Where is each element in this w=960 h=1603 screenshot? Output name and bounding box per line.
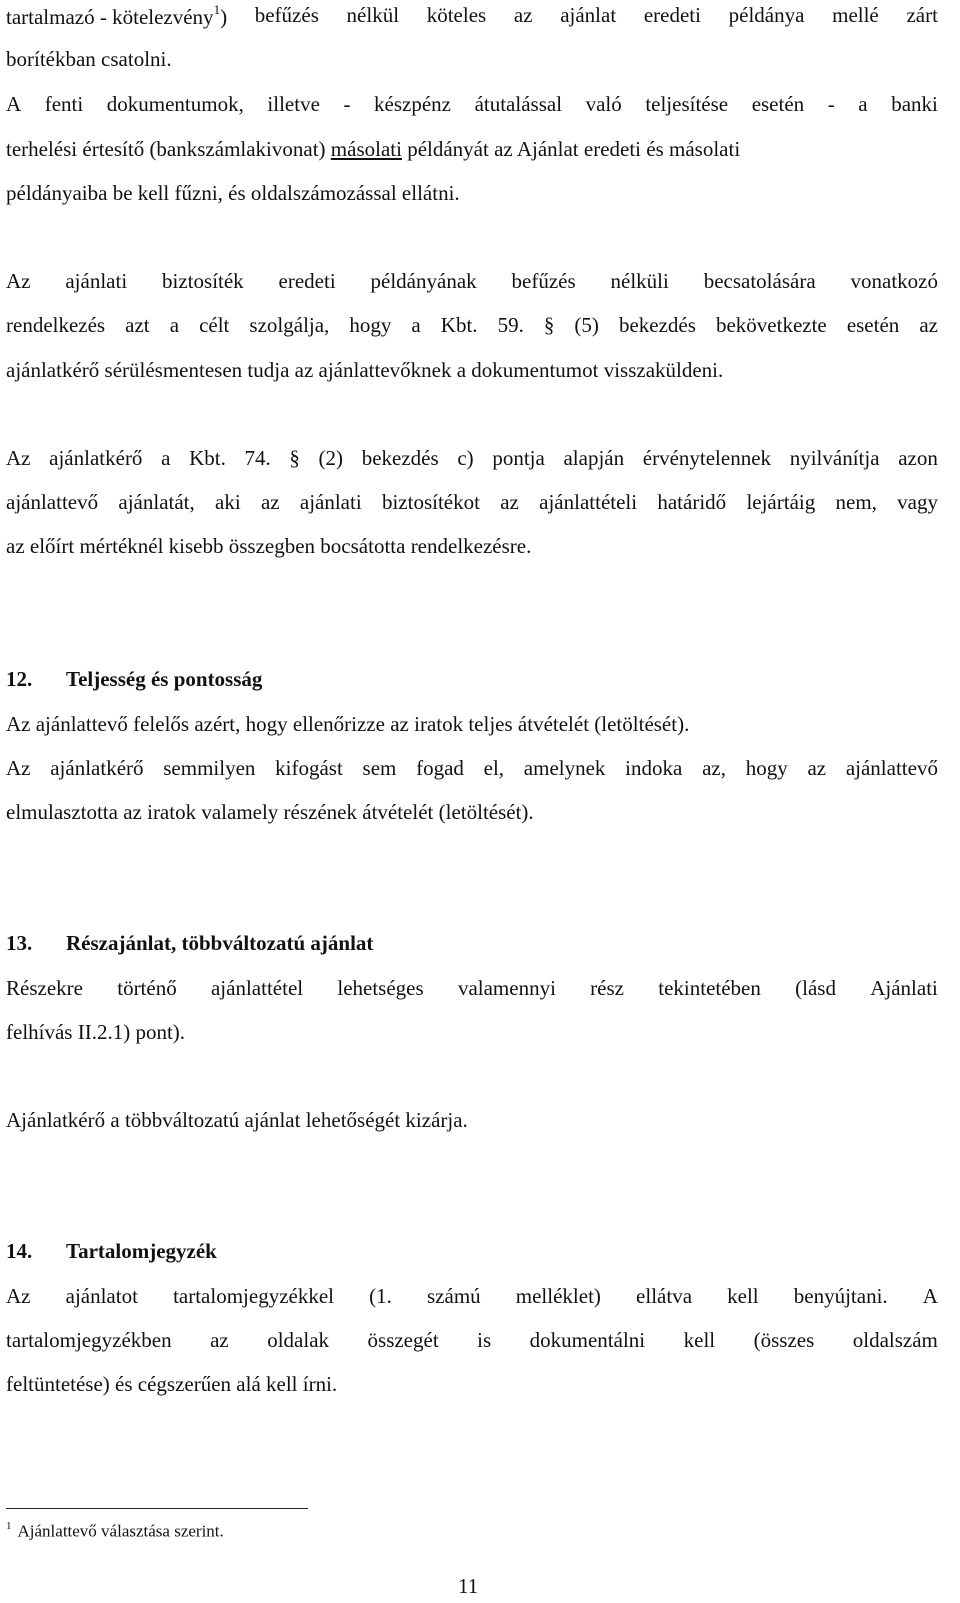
text-line: ajánlatkérő sérülésmentesen tudja az ajánlattevőknek a dokumentumot visszaküldeni. <box>6 358 724 382</box>
word: ajánlattételi <box>539 490 638 514</box>
word: célt <box>199 313 230 337</box>
word: bekezdés <box>618 313 696 337</box>
word: az <box>260 490 280 514</box>
word: befűzés <box>511 269 576 293</box>
word: zárt <box>906 3 938 27</box>
word: 74. <box>244 446 271 470</box>
word: 59. <box>497 313 524 337</box>
section-title: Részajánlat, többváltozatú ajánlat <box>66 931 374 955</box>
section-number: 12. <box>6 667 33 691</box>
word: benyújtani. <box>793 1284 888 1308</box>
word: Az <box>6 1284 31 1308</box>
word: (lásd <box>795 976 836 1000</box>
word: mellé <box>832 3 879 27</box>
word: melléklet) <box>515 1284 601 1308</box>
word: történő <box>117 976 177 1000</box>
text-line <box>6 978 938 999</box>
word: semmilyen <box>163 756 256 780</box>
word: ajánlatkérő <box>50 756 144 780</box>
word: tekintetében <box>658 976 761 1000</box>
word: az <box>513 3 533 27</box>
word: köteles <box>426 3 487 27</box>
word: ajánlati <box>299 490 362 514</box>
word: Kbt. <box>440 313 478 337</box>
word: vagy <box>897 490 938 514</box>
word: Kbt. <box>189 446 226 470</box>
word: lejártáig <box>746 490 816 514</box>
word: biztosíték <box>162 269 244 293</box>
word: Ajánlati <box>870 976 938 1000</box>
word: becsatolására <box>703 269 816 293</box>
word: a <box>161 446 171 470</box>
word: Az <box>6 446 31 470</box>
word: hogy <box>745 756 788 780</box>
text-line <box>6 1286 938 1307</box>
word: kifogást <box>275 756 343 780</box>
text-line: borítékban csatolni. <box>6 47 172 71</box>
word: ajánlattétel <box>210 976 304 1000</box>
word: banki <box>891 92 938 116</box>
word: biztosítékot <box>381 490 480 514</box>
word: az <box>807 756 827 780</box>
word: ellátva <box>636 1284 693 1308</box>
section-heading-13 <box>6 933 373 954</box>
word: az <box>210 1328 229 1352</box>
text-line: feltüntetése) és cégszerűen alá kell írni. <box>6 1372 338 1396</box>
section-title: Tartalomjegyzék <box>66 1239 217 1263</box>
word: az <box>919 313 938 337</box>
footnote-separator <box>6 1508 308 1509</box>
word: ajánlatot <box>65 1284 138 1308</box>
word: kell <box>727 1284 759 1308</box>
word: illetve <box>267 92 320 116</box>
word: indoka <box>625 756 683 780</box>
section-number: 13. <box>6 931 33 955</box>
footnote-marker: 1 <box>213 2 221 17</box>
word: dokumentumok, <box>106 92 244 116</box>
word: ajánlatát, <box>118 490 195 514</box>
section-number: 14. <box>6 1239 33 1263</box>
text-line <box>6 94 938 115</box>
word: (1. <box>369 1284 392 1308</box>
section-heading-12 <box>6 669 262 690</box>
text-fragment: terhelési értesítő (bankszámlakivonat) <box>6 137 331 161</box>
word: tartalomjegyzékkel <box>173 1284 334 1308</box>
word: példánya <box>728 3 805 27</box>
word: alapján <box>563 446 625 470</box>
word: a <box>169 313 180 337</box>
text-line <box>6 271 938 292</box>
word: az <box>500 490 519 514</box>
word: a <box>411 313 421 337</box>
word: § <box>289 446 300 470</box>
word: (5) <box>574 313 599 337</box>
word: átutalással <box>474 92 563 116</box>
word: ajánlati <box>65 269 128 293</box>
text-line: elmulasztotta az iratok valamely részének átvételét (letöltését). <box>6 800 534 824</box>
word: érvénytelennek <box>642 446 772 470</box>
footnote <box>6 1521 224 1542</box>
word: nem, <box>835 490 877 514</box>
word: eredeti <box>278 269 336 293</box>
text-line: Az ajánlattevő felelős azért, hogy ellenőrizze az iratok teljes átvételét (letöltését). <box>6 712 690 736</box>
word: nélkül <box>346 3 400 27</box>
word: bekezdés <box>361 446 439 470</box>
text-line <box>6 448 938 469</box>
word: fenti <box>44 92 84 116</box>
word: fogad <box>416 756 464 780</box>
word: a <box>858 92 868 116</box>
word: dokumentálni <box>529 1328 646 1352</box>
word: esetén <box>846 313 900 337</box>
text-fragment: tartalmazó - kötelezvény$^1$) <box>6 2 228 29</box>
text-line <box>6 139 740 160</box>
text-line: felhívás II.2.1) pont). <box>6 1020 186 1044</box>
word: befűzés <box>254 3 319 27</box>
word: készpénz <box>374 92 451 116</box>
word: kell <box>683 1328 716 1352</box>
word: eredeti <box>643 3 701 27</box>
word: teljesítése <box>645 92 729 116</box>
text-line <box>6 492 938 513</box>
word: való <box>585 92 622 116</box>
word: Az <box>6 269 31 293</box>
word: el, <box>483 756 505 780</box>
word: tartalomjegyzékben <box>6 1328 172 1352</box>
word: szolgálja, <box>249 313 330 337</box>
word: oldalszám <box>852 1328 938 1352</box>
text-line <box>6 758 938 779</box>
footnote-number: 1 <box>6 1520 12 1532</box>
word: ajánlattevő <box>845 756 938 780</box>
word: - <box>827 92 835 116</box>
section-title: Teljesség és pontosság <box>66 667 263 691</box>
word: is <box>477 1328 492 1352</box>
text-fragment: példányát az Ajánlat eredeti és másolati <box>401 137 741 161</box>
word: ajánlattevő <box>6 490 99 514</box>
word: azon <box>898 446 938 470</box>
word: nyilvánítja <box>789 446 880 470</box>
word: A <box>922 1284 938 1308</box>
word: (összes <box>753 1328 815 1352</box>
text-line: az előírt mértéknél kisebb összegben bocsátotta rendelkezésre. <box>6 534 532 558</box>
word: lehetséges <box>337 976 424 1000</box>
word: sem <box>362 756 397 780</box>
word: határidő <box>657 490 727 514</box>
footnote-text: Ajánlattevő választása szerint. <box>17 1521 224 1541</box>
word: A <box>6 92 22 116</box>
text-line <box>6 2 938 29</box>
word: vonatkozó <box>850 269 938 293</box>
word: oldalak <box>267 1328 330 1352</box>
word: aki <box>215 490 241 514</box>
text-line <box>6 315 938 336</box>
word: Az <box>6 756 31 780</box>
word: ajánlat <box>560 3 617 27</box>
word: (2) <box>318 446 344 470</box>
word: hogy <box>349 313 392 337</box>
word: példányának <box>370 269 477 293</box>
word: azt <box>125 313 150 337</box>
word: esetén <box>751 92 805 116</box>
word: az, <box>702 756 726 780</box>
word: rész <box>590 976 624 1000</box>
word: - <box>343 92 351 116</box>
word: valamennyi <box>457 976 556 1000</box>
word: összegét <box>367 1328 439 1352</box>
word: amelynek <box>523 756 606 780</box>
word: Részekre <box>6 976 83 1000</box>
word: számú <box>427 1284 481 1308</box>
underlined-word: másolati <box>330 137 402 161</box>
section-heading-14 <box>6 1241 217 1262</box>
word: ajánlatkérő <box>49 446 143 470</box>
word: nélküli <box>610 269 669 293</box>
text-line <box>6 1330 938 1351</box>
text-line: példányaiba be kell fűzni, és oldalszámozással ellátni. <box>6 181 460 205</box>
word: § <box>543 313 555 337</box>
page-number: 11 <box>458 1574 479 1598</box>
word: c) <box>457 446 474 470</box>
text-line: Ajánlatkérő a többváltozatú ajánlat lehetőségét kizárja. <box>6 1108 468 1132</box>
word: rendelkezés <box>6 313 106 337</box>
word: pontja <box>492 446 545 470</box>
word: bekövetkezte <box>715 313 827 337</box>
